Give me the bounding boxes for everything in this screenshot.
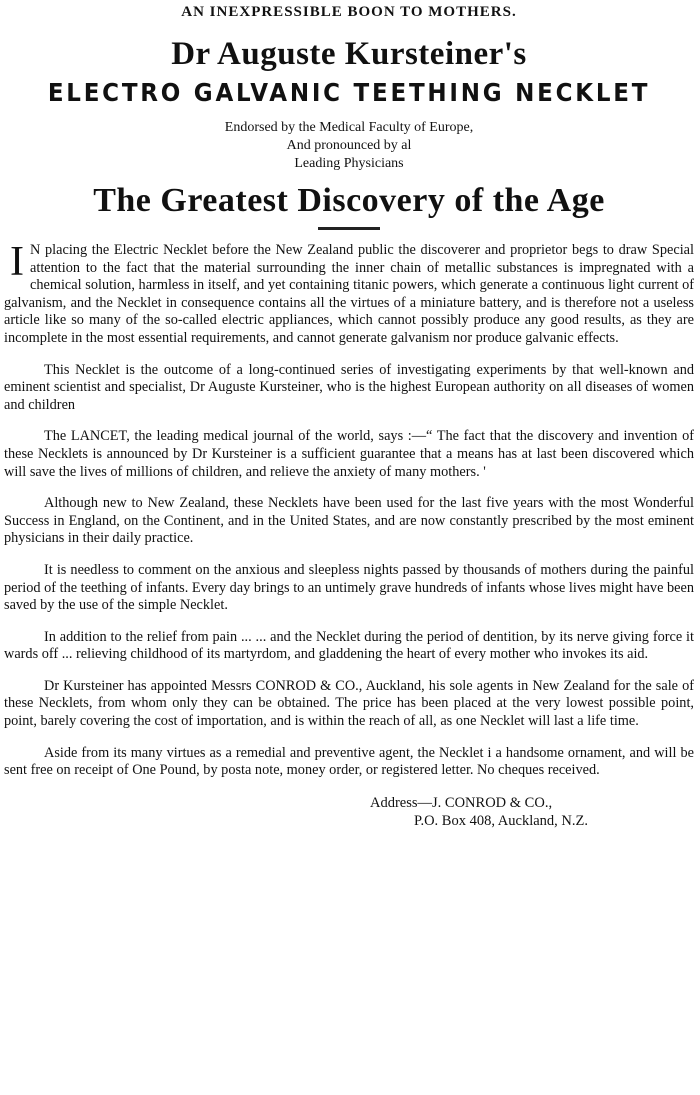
endorsement-block [4,119,694,173]
headline: The Greatest Discovery of the Age [93,182,605,219]
paragraph-3: The LANCET, the leading medical journal of the world, says :—“ The fact that the discovery and invention of these Necklets is announced by Dr Kursteiner is a sufficient guarantee that a means has at last been discovered which will save the lives of millions of children, and relieve the anxiety of many mothers. ' [4,428,694,480]
divider-rule [318,227,380,230]
endorsement-line-2: And pronounced by al [286,138,412,153]
advertisement-page [0,4,700,1095]
paragraph-1-text: N placing the Electric Necklet before the New Zealand public the discoverer and proprietor begs to draw Special attention to the fact that the material surrounding the inner chain of metallic substances is impregnated with a chemical solution, harmless in itself, and yet containing titanic powers, which generate a continuous light current of galvanism, and the Necklet in consequence contains all the virtues of a miniature battery, and is therefore not a useless article like so many of the so-called electric appliances, which cannot possibly produce any good results, as they are incomplete in the most essential requirements, and cannot generate galvanism nor produce galvanic effects. [4,242,694,346]
paragraph-8: Aside from its many virtues as a remedial and preventive agent, the Necklet i a handsome ornament, and will be sent free on receipt of One Pound, by posta note, money order, or registered letter. No cheques received. [4,744,694,779]
kicker-line: AN INEXPRESSIBLE BOON TO MOTHERS. [181,4,517,20]
paragraph-6: In addition to the relief from pain ... ... and the Necklet during the period of dentition, by its nerve giving force it wards off ... relieving childhood of its martyrdom, and gladdening the heart of every mother who invokes its aid. [4,628,694,663]
paragraph-5: It is needless to comment on the anxious and sleepless nights passed by thousands of mothers during the painful period of the teething of infants. Every day brings to an untimely grave hundreds of infants whose lives might have been saved by the use of the simple Necklet. [4,561,694,614]
drop-cap: I [10,239,24,285]
paragraph-1 [4,239,694,348]
advert-title: Dr Auguste Kursteiner's [171,36,527,72]
address-line-1: Address—J. CONROD & CO., [370,794,553,811]
paragraph-7: Dr Kursteiner has appointed Messrs CONROD & CO., Auckland, his sole agents in New Zealand for the sale of these Necklets, from whom only they can be obtained. The price has been placed at the very lowest possible point, point, barely covering the cost of importation, and is within the reach of all, as one Necklet will last a life time. [4,677,694,730]
address-line-2: P.O. Box 408, Auckland, N.Z. [414,812,588,829]
endorsement-line-3: Leading Physicians [294,156,404,171]
product-name: ELECTRO GALVANIC TEETHING NECKLET [47,78,651,107]
endorsement-line-1: Endorsed by the Medical Faculty of Europe, [224,120,474,135]
address-block [4,794,694,830]
paragraph-4: Although new to New Zealand, these Necklets have been used for the last five years with the most Wonderful Success in England, on the Continent, and in the United States, and are now constantly prescribed by the most eminent physicians in their daily practice. [4,495,694,547]
paragraph-2: This Necklet is the outcome of a long-continued series of investigating experiments by that well-known and eminent scientist and specialist, Dr Auguste Kursteiner, who is the highest European authority on all diseases of women and children [4,361,694,413]
